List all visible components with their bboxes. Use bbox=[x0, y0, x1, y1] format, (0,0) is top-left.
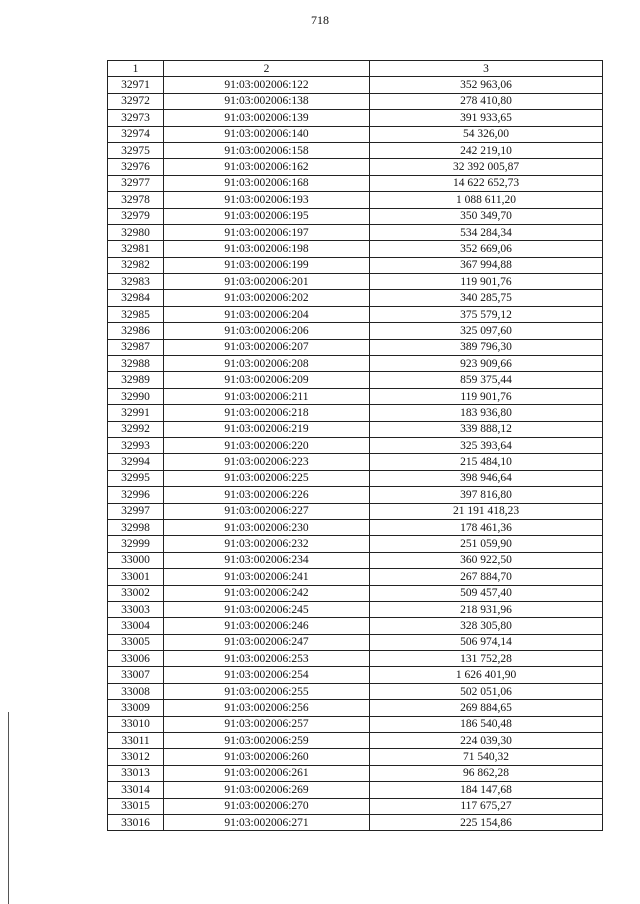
row-number-cell: 32999 bbox=[108, 536, 164, 552]
cadastral-number-cell: 91:03:002006:168 bbox=[164, 175, 370, 191]
table-row bbox=[108, 733, 603, 749]
value-cell: 1 088 611,20 bbox=[370, 192, 603, 208]
cadastral-number-cell: 91:03:002006:261 bbox=[164, 765, 370, 781]
column-header-2: 2 bbox=[164, 61, 370, 77]
row-number-cell: 33012 bbox=[108, 749, 164, 765]
table-row bbox=[108, 405, 603, 421]
value-cell: 224 039,30 bbox=[370, 733, 603, 749]
cadastral-number-cell: 91:03:002006:197 bbox=[164, 224, 370, 240]
cadastral-number-cell: 91:03:002006:271 bbox=[164, 814, 370, 830]
table-row bbox=[108, 257, 603, 273]
cadastral-number-cell: 91:03:002006:208 bbox=[164, 356, 370, 372]
value-cell: 218 931,96 bbox=[370, 601, 603, 617]
table-row bbox=[108, 339, 603, 355]
row-number-cell: 32998 bbox=[108, 519, 164, 535]
row-number-cell: 32984 bbox=[108, 290, 164, 306]
cadastral-number-cell: 91:03:002006:158 bbox=[164, 142, 370, 158]
value-cell: 360 922,50 bbox=[370, 552, 603, 568]
row-number-cell: 33006 bbox=[108, 651, 164, 667]
cadastral-number-cell: 91:03:002006:247 bbox=[164, 634, 370, 650]
value-cell: 534 284,34 bbox=[370, 224, 603, 240]
cadastral-number-cell: 91:03:002006:270 bbox=[164, 798, 370, 814]
cadastral-number-cell: 91:03:002006:269 bbox=[164, 782, 370, 798]
value-cell: 859 375,44 bbox=[370, 372, 603, 388]
row-number-cell: 33007 bbox=[108, 667, 164, 683]
cadastral-number-cell: 91:03:002006:195 bbox=[164, 208, 370, 224]
value-cell: 398 946,64 bbox=[370, 470, 603, 486]
table-row bbox=[108, 388, 603, 404]
value-cell: 278 410,80 bbox=[370, 93, 603, 109]
value-cell: 502 051,06 bbox=[370, 683, 603, 699]
value-cell: 352 963,06 bbox=[370, 77, 603, 93]
table-row bbox=[108, 77, 603, 93]
row-number-cell: 32979 bbox=[108, 208, 164, 224]
table-row bbox=[108, 274, 603, 290]
cadastral-number-cell: 91:03:002006:230 bbox=[164, 519, 370, 535]
value-cell: 178 461,36 bbox=[370, 519, 603, 535]
row-number-cell: 32996 bbox=[108, 487, 164, 503]
value-cell: 215 484,10 bbox=[370, 454, 603, 470]
value-cell: 509 457,40 bbox=[370, 585, 603, 601]
row-number-cell: 32976 bbox=[108, 159, 164, 175]
table-row bbox=[108, 306, 603, 322]
value-cell: 506 974,14 bbox=[370, 634, 603, 650]
cadastral-number-cell: 91:03:002006:245 bbox=[164, 601, 370, 617]
table-row bbox=[108, 454, 603, 470]
cadastral-number-cell: 91:03:002006:122 bbox=[164, 77, 370, 93]
cadastral-number-cell: 91:03:002006:218 bbox=[164, 405, 370, 421]
cadastral-number-cell: 91:03:002006:219 bbox=[164, 421, 370, 437]
header-row bbox=[108, 61, 603, 77]
row-number-cell: 32983 bbox=[108, 274, 164, 290]
table-row bbox=[108, 552, 603, 568]
cadastral-number-cell: 91:03:002006:257 bbox=[164, 716, 370, 732]
cadastral-number-cell: 91:03:002006:260 bbox=[164, 749, 370, 765]
cadastral-number-cell: 91:03:002006:138 bbox=[164, 93, 370, 109]
row-number-cell: 33014 bbox=[108, 782, 164, 798]
row-number-cell: 33005 bbox=[108, 634, 164, 650]
value-cell: 340 285,75 bbox=[370, 290, 603, 306]
cadastral-number-cell: 91:03:002006:202 bbox=[164, 290, 370, 306]
row-number-cell: 32982 bbox=[108, 257, 164, 273]
value-cell: 54 326,00 bbox=[370, 126, 603, 142]
table-row bbox=[108, 110, 603, 126]
cadastral-number-cell: 91:03:002006:241 bbox=[164, 569, 370, 585]
value-cell: 96 862,28 bbox=[370, 765, 603, 781]
table-row bbox=[108, 536, 603, 552]
value-cell: 269 884,65 bbox=[370, 700, 603, 716]
value-cell: 350 349,70 bbox=[370, 208, 603, 224]
value-cell: 117 675,27 bbox=[370, 798, 603, 814]
value-cell: 119 901,76 bbox=[370, 274, 603, 290]
table-row bbox=[108, 224, 603, 240]
cadastral-number-cell: 91:03:002006:223 bbox=[164, 454, 370, 470]
cadastral-number-cell: 91:03:002006:139 bbox=[164, 110, 370, 126]
table-row bbox=[108, 814, 603, 830]
cadastral-number-cell: 91:03:002006:193 bbox=[164, 192, 370, 208]
row-number-cell: 33013 bbox=[108, 765, 164, 781]
row-number-cell: 33002 bbox=[108, 585, 164, 601]
row-number-cell: 33015 bbox=[108, 798, 164, 814]
table-row bbox=[108, 798, 603, 814]
row-number-cell: 33001 bbox=[108, 569, 164, 585]
table-row bbox=[108, 569, 603, 585]
cadastral-number-cell: 91:03:002006:225 bbox=[164, 470, 370, 486]
table-row bbox=[108, 421, 603, 437]
row-number-cell: 32992 bbox=[108, 421, 164, 437]
value-cell: 391 933,65 bbox=[370, 110, 603, 126]
row-number-cell: 33008 bbox=[108, 683, 164, 699]
row-number-cell: 33004 bbox=[108, 618, 164, 634]
cadastral-number-cell: 91:03:002006:255 bbox=[164, 683, 370, 699]
table-row bbox=[108, 585, 603, 601]
row-number-cell: 32997 bbox=[108, 503, 164, 519]
cadastral-number-cell: 91:03:002006:207 bbox=[164, 339, 370, 355]
value-cell: 14 622 652,73 bbox=[370, 175, 603, 191]
cadastral-number-cell: 91:03:002006:199 bbox=[164, 257, 370, 273]
table-row bbox=[108, 667, 603, 683]
cadastral-number-cell: 91:03:002006:198 bbox=[164, 241, 370, 257]
value-cell: 923 909,66 bbox=[370, 356, 603, 372]
table-row bbox=[108, 356, 603, 372]
cadastral-number-cell: 91:03:002006:201 bbox=[164, 274, 370, 290]
table-row bbox=[108, 372, 603, 388]
row-number-cell: 33010 bbox=[108, 716, 164, 732]
row-number-cell: 32993 bbox=[108, 437, 164, 453]
table-row bbox=[108, 470, 603, 486]
table-row bbox=[108, 683, 603, 699]
value-cell: 1 626 401,90 bbox=[370, 667, 603, 683]
cadastral-number-cell: 91:03:002006:259 bbox=[164, 733, 370, 749]
table-row bbox=[108, 651, 603, 667]
row-number-cell: 32987 bbox=[108, 339, 164, 355]
row-number-cell: 32975 bbox=[108, 142, 164, 158]
row-number-cell: 32989 bbox=[108, 372, 164, 388]
row-number-cell: 32990 bbox=[108, 388, 164, 404]
value-cell: 251 059,90 bbox=[370, 536, 603, 552]
row-number-cell: 32985 bbox=[108, 306, 164, 322]
value-cell: 225 154,86 bbox=[370, 814, 603, 830]
row-number-cell: 32974 bbox=[108, 126, 164, 142]
table-row bbox=[108, 503, 603, 519]
table-row bbox=[108, 126, 603, 142]
cadastral-number-cell: 91:03:002006:162 bbox=[164, 159, 370, 175]
table-row bbox=[108, 241, 603, 257]
value-cell: 119 901,76 bbox=[370, 388, 603, 404]
row-number-cell: 32991 bbox=[108, 405, 164, 421]
value-cell: 367 994,88 bbox=[370, 257, 603, 273]
row-number-cell: 33016 bbox=[108, 814, 164, 830]
table-row bbox=[108, 323, 603, 339]
value-cell: 325 097,60 bbox=[370, 323, 603, 339]
value-cell: 375 579,12 bbox=[370, 306, 603, 322]
cadastral-number-cell: 91:03:002006:220 bbox=[164, 437, 370, 453]
cadastral-value-table bbox=[107, 60, 603, 831]
table-row bbox=[108, 700, 603, 716]
cadastral-number-cell: 91:03:002006:211 bbox=[164, 388, 370, 404]
cadastral-number-cell: 91:03:002006:227 bbox=[164, 503, 370, 519]
row-number-cell: 32977 bbox=[108, 175, 164, 191]
row-number-cell: 33003 bbox=[108, 601, 164, 617]
value-cell: 339 888,12 bbox=[370, 421, 603, 437]
value-cell: 389 796,30 bbox=[370, 339, 603, 355]
table-row bbox=[108, 634, 603, 650]
value-cell: 267 884,70 bbox=[370, 569, 603, 585]
row-number-cell: 32986 bbox=[108, 323, 164, 339]
table-row bbox=[108, 782, 603, 798]
cadastral-number-cell: 91:03:002006:209 bbox=[164, 372, 370, 388]
row-number-cell: 32994 bbox=[108, 454, 164, 470]
value-cell: 186 540,48 bbox=[370, 716, 603, 732]
column-header-1: 1 bbox=[108, 61, 164, 77]
table-row bbox=[108, 601, 603, 617]
value-cell: 352 669,06 bbox=[370, 241, 603, 257]
margin-line bbox=[8, 712, 9, 904]
value-cell: 71 540,32 bbox=[370, 749, 603, 765]
table-row bbox=[108, 192, 603, 208]
cadastral-number-cell: 91:03:002006:242 bbox=[164, 585, 370, 601]
row-number-cell: 33000 bbox=[108, 552, 164, 568]
row-number-cell: 32988 bbox=[108, 356, 164, 372]
table-row bbox=[108, 159, 603, 175]
value-cell: 184 147,68 bbox=[370, 782, 603, 798]
cadastral-number-cell: 91:03:002006:246 bbox=[164, 618, 370, 634]
cadastral-number-cell: 91:03:002006:204 bbox=[164, 306, 370, 322]
value-cell: 131 752,28 bbox=[370, 651, 603, 667]
value-cell: 328 305,80 bbox=[370, 618, 603, 634]
table-row bbox=[108, 765, 603, 781]
cadastral-number-cell: 91:03:002006:234 bbox=[164, 552, 370, 568]
value-cell: 397 816,80 bbox=[370, 487, 603, 503]
table-row bbox=[108, 175, 603, 191]
table-row bbox=[108, 437, 603, 453]
row-number-cell: 33009 bbox=[108, 700, 164, 716]
row-number-cell: 32981 bbox=[108, 241, 164, 257]
table-row bbox=[108, 93, 603, 109]
table-row bbox=[108, 142, 603, 158]
table-row bbox=[108, 618, 603, 634]
row-number-cell: 32995 bbox=[108, 470, 164, 486]
row-number-cell: 32973 bbox=[108, 110, 164, 126]
cadastral-number-cell: 91:03:002006:232 bbox=[164, 536, 370, 552]
value-cell: 325 393,64 bbox=[370, 437, 603, 453]
row-number-cell: 32971 bbox=[108, 77, 164, 93]
table-row bbox=[108, 290, 603, 306]
cadastral-number-cell: 91:03:002006:254 bbox=[164, 667, 370, 683]
table-row bbox=[108, 716, 603, 732]
value-cell: 32 392 005,87 bbox=[370, 159, 603, 175]
table-row bbox=[108, 208, 603, 224]
row-number-cell: 33011 bbox=[108, 733, 164, 749]
cadastral-number-cell: 91:03:002006:226 bbox=[164, 487, 370, 503]
row-number-cell: 32980 bbox=[108, 224, 164, 240]
cadastral-number-cell: 91:03:002006:206 bbox=[164, 323, 370, 339]
table-body bbox=[108, 77, 603, 831]
table-row bbox=[108, 519, 603, 535]
value-cell: 242 219,10 bbox=[370, 142, 603, 158]
cadastral-number-cell: 91:03:002006:256 bbox=[164, 700, 370, 716]
page-number: 718 bbox=[311, 13, 329, 27]
row-number-cell: 32972 bbox=[108, 93, 164, 109]
cadastral-number-cell: 91:03:002006:140 bbox=[164, 126, 370, 142]
value-cell: 21 191 418,23 bbox=[370, 503, 603, 519]
row-number-cell: 32978 bbox=[108, 192, 164, 208]
value-cell: 183 936,80 bbox=[370, 405, 603, 421]
table-row bbox=[108, 749, 603, 765]
cadastral-number-cell: 91:03:002006:253 bbox=[164, 651, 370, 667]
table-row bbox=[108, 487, 603, 503]
column-header-3: 3 bbox=[370, 61, 603, 77]
